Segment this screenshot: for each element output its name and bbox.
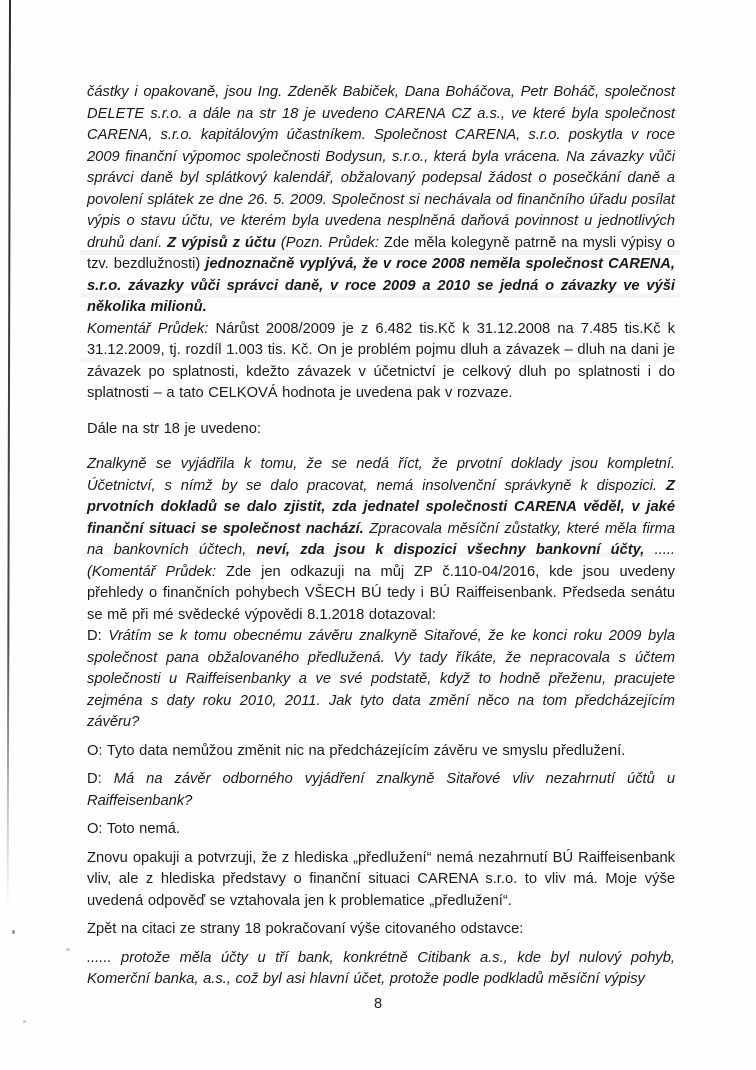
para-continuation-carena — [87, 82, 675, 319]
text-run: Vrátím se k tomu obecnému závěru znalkyně Sitařové, že ke konci roku 2009 byla společnost pana obžalovaného předlužená. Vy tady říkáte, že nepracovala s účtem společnosti u Raiffeisenbanky a ve své podstatě, když to hodně přeženu, pracujete zejména s daty roku 2010, 2011. Jak tyto data změní něco na tom předcházejícím závěru? — [87, 628, 675, 730]
para-answer-2 — [87, 819, 675, 841]
para-komentar-narust — [87, 319, 675, 405]
text-run: Z výpisů z účtu — [167, 234, 281, 251]
text-run: O: Toto nemá. — [87, 821, 180, 837]
para-znalkyne-vyjadrila — [87, 454, 675, 626]
text-run: Zde jen odkazuji na můj ZP č.110-04/2016, kde jsou uvedeny přehledy o finančních pohybech VŠECH BÚ tedy i BÚ Raiffeisenbank. Předseda senátu se mě při mé svědecké výpovědi 8.1.2018 dotazoval: — [87, 563, 675, 623]
text-run: Má na závěr odborného vyjádření znalkyně Sitařové vliv nezahrnutí účtů u Raiffeisenbank? — [87, 771, 675, 809]
page-number: 8 — [373, 996, 383, 1012]
text-run: D: — [87, 628, 109, 644]
para-protoze-ucty — [87, 948, 675, 991]
text-run: Zpracovala měsíční zůstatky, které měla firma na bankovních účtech, — [87, 520, 675, 558]
text-run: částky i opakovaně, jsou Ing. Zdeněk Babiček, Dana Boháčova, Petr Boháč, společnost DELETE s.r.o. a dále na str 18 je uvedeno CARENA CZ a.s., ve které byla společnost CARENA, s.r.o. kapitálovým účastníkem. Společnost CARENA, s.r.o. poskytla v roce 2009 finanční výpomoc společnosti Bodysun, s.r.o., která byla vrácena. Na závazky vůči správci daně byl splátkový kalendář, obžalovaný podepsal žádost o posečkání daně a povolení splátek ze dne 26. 5. 2009. Společnost si nechávala od finančního úřadu posílat výpis o stavu účtu, ve kterém byla uvedena nesplněná daňová povinnost u jednotlivých druhů daní. — [87, 84, 675, 251]
scan-artifact-vertical-line — [7, 0, 11, 912]
text-run: Znovu opakuji a potvrzuji, že z hlediska „předlužení“ nemá nezahrnutí BÚ Raiffeisenbank vliv, ale z hlediska představy o finanční situaci CARENA s.r.o. to vliv má. Moje výše uvedená odpověď se vztahovala jen k problematice „předlužení“. — [87, 849, 675, 909]
para-answer-1 — [87, 741, 675, 763]
text-run: Znalkyně se vyjádřila k tomu, že se nedá říct, že prvotní doklady jsou kompletní. Účetnictví, s nímž by se dalo pracovat, nemá insolvenční správkyně k dispozici. — [87, 456, 675, 494]
para-zpet-na-citaci — [87, 919, 675, 941]
text-column — [87, 82, 675, 991]
text-run: neví, zda jsou k dispozici všechny bankovní účty, — [256, 542, 655, 558]
text-run: Z prvotních dokladů se dalo zjistit, zda jednatel společnosti CARENA věděl, v jaké finanční situaci se společnost nachází. — [87, 477, 675, 537]
text-run: Komentář Průdek: — [87, 320, 216, 337]
para-znovu-opakuji — [87, 848, 675, 913]
scan-speck — [23, 1020, 26, 1023]
text-run: Nárůst 2008/2009 je z 6.482 tis.Kč k 31.12.2008 na 7.485 tis.Kč k 31.12.2009, tj. rozdíl 1.003 tis. Kč. On je problém pojmu dluh a závazek – dluh na dani je závazek po splatnosti, kdežto závazek v účetnictví je celkový dluh po splatnosti i do splatnosti – a tato CELKOVÁ hodnota je uvedena pak v rozvaze. — [87, 320, 675, 401]
para-dale-na-str-18 — [87, 419, 675, 441]
text-run: O: Tyto data nemůžou změnit nic na předcházejícím závěru ve smyslu předlužení. — [87, 742, 626, 759]
para-question-2 — [87, 769, 675, 812]
text-run: Zde měla kolegyně patrně na mysli výpisy o tzv. bezdlužnosti) — [87, 234, 675, 272]
text-run: jednoznačně vyplývá, že v roce 2008 neměla společnost CARENA, s.r.o. závazky vůči správci daně, v roce 2009 a 2010 se jedná o závazky ve výši několika milionů. — [87, 256, 675, 315]
text-run: .....(Komentář Průdek: — [87, 542, 675, 580]
text-run: ...... protože měla účty u tří bank, konkrétně Citibank a.s., kde byl nulový pohyb, Komerční banka, a.s., což byl asi hlavní účet, protože podle podkladů měsíční výpisy — [87, 949, 675, 987]
scan-speck — [66, 948, 70, 951]
scan-speck — [12, 930, 15, 934]
text-run: D: — [87, 771, 114, 787]
text-run: (Pozn. Průdek: — [280, 234, 384, 251]
text-run: Zpět na citaci ze strany 18 pokračovaní výše citovaného odstavce: — [87, 921, 524, 937]
para-question-1 — [87, 626, 675, 734]
text-run: Dále na str 18 je uvedeno: — [87, 420, 261, 437]
